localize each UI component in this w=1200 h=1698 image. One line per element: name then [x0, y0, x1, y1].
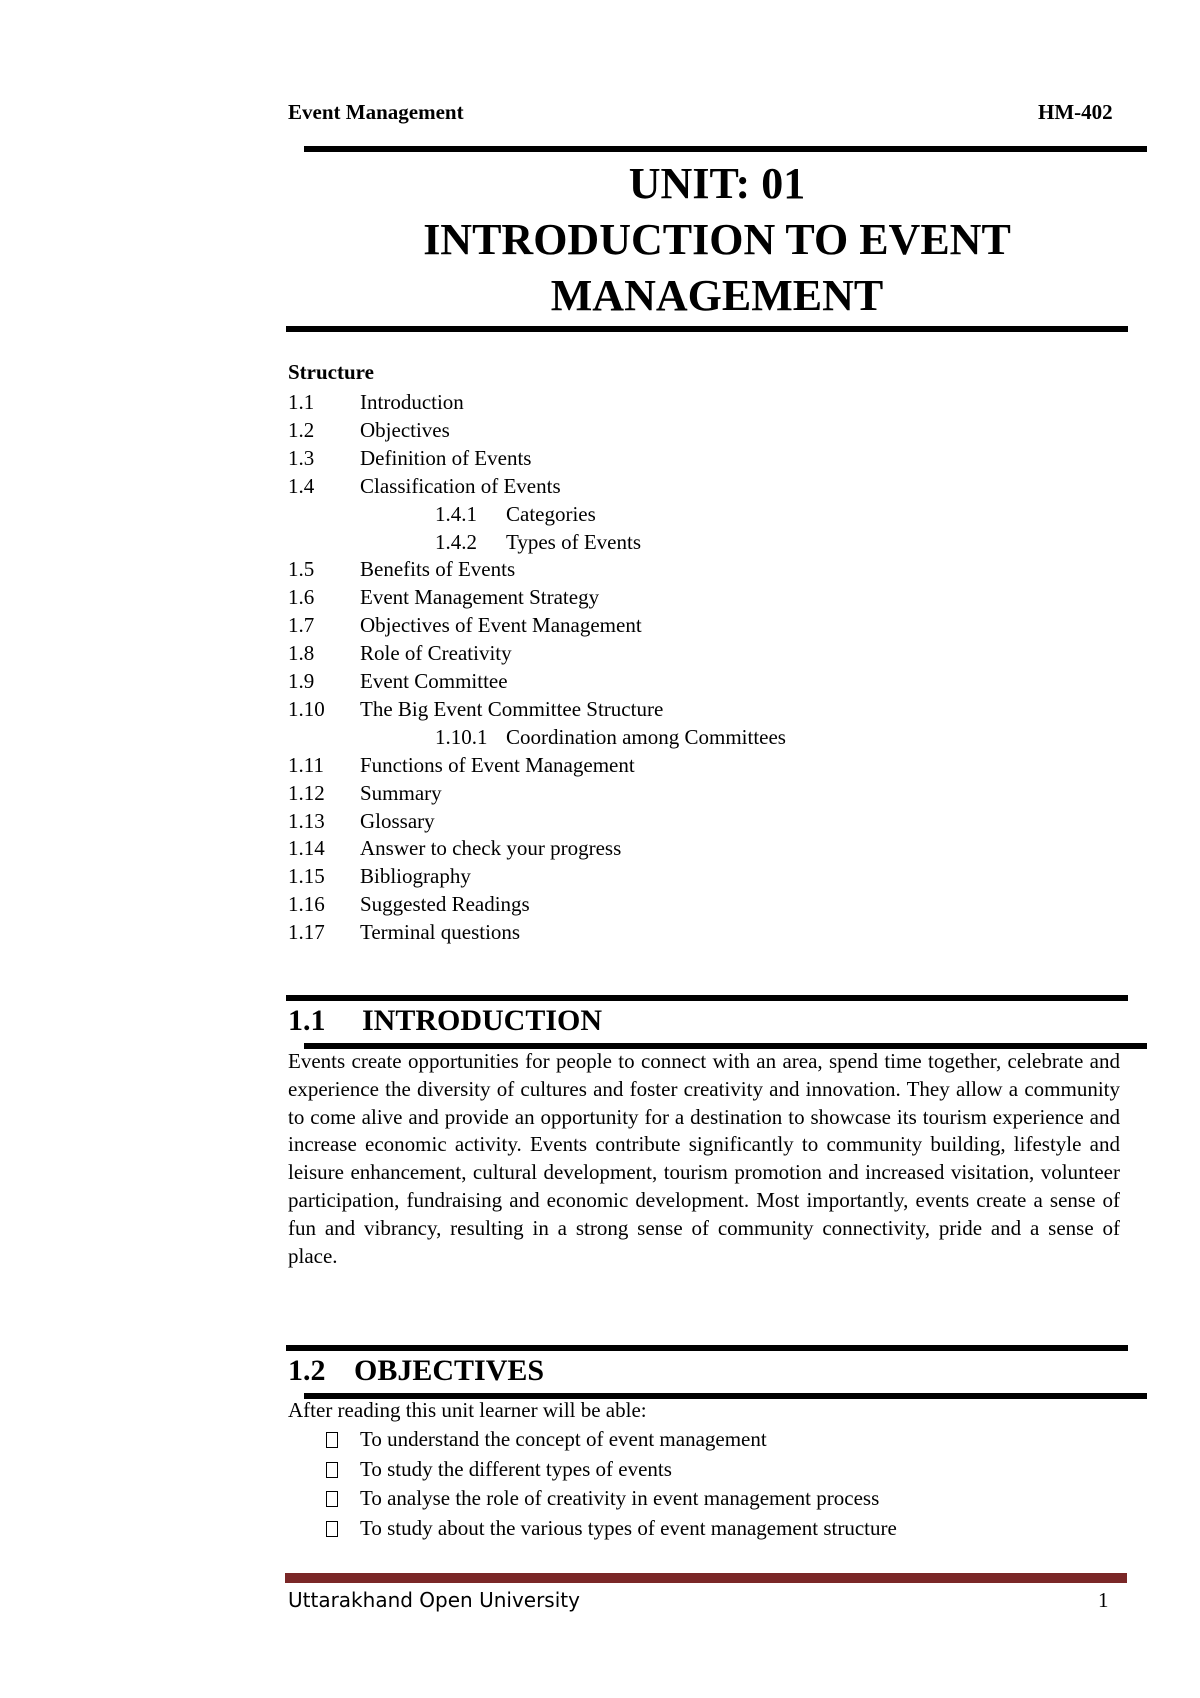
structure-item-label: Coordination among Committees: [506, 724, 786, 749]
section-number: 1.1: [288, 1004, 326, 1037]
structure-item-label: Answer to check your progress: [360, 836, 622, 861]
structure-item-number: 1.10.1: [435, 724, 488, 749]
objective-text: To analyse the role of creativity in event management process: [360, 1486, 880, 1510]
structure-item-label: Suggested Readings: [360, 892, 530, 917]
section-title: OBJECTIVES: [354, 1354, 545, 1387]
structure-item-number: 1.14: [288, 836, 325, 861]
structure-item-label: Summary: [360, 780, 442, 805]
unit-number: UNIT: 01: [628, 159, 806, 208]
structure-item-number: 1.10: [288, 696, 325, 721]
structure-item-label: Bibliography: [360, 864, 471, 889]
bullet-icon: [326, 1491, 338, 1507]
structure-item-label: Introduction: [360, 390, 464, 414]
section-heading-introduction: [288, 1004, 602, 1038]
section-title: INTRODUCTION: [362, 1004, 603, 1037]
structure-item-label: Event Committee: [360, 669, 508, 693]
structure-item-number: 1.16: [288, 892, 325, 917]
structure-item-number: 1.7: [288, 613, 315, 638]
structure-item-label: Objectives of Event Management: [360, 613, 642, 638]
structure-item-number: 1.4.2: [435, 529, 477, 554]
section-rule-top: [286, 995, 1128, 1001]
structure-item-label: Objectives: [360, 417, 450, 442]
structure-item-label: Event Management Strategy: [360, 585, 600, 610]
header-rule: [304, 146, 1147, 152]
structure-item-number: 1.17: [288, 920, 325, 945]
structure-item-number: 1.3: [288, 445, 315, 470]
unit-title-line-1: INTRODUCTION TO EVENT: [423, 215, 1011, 264]
page-number: 1: [1098, 1588, 1109, 1612]
structure-item-number: 1.11: [288, 752, 324, 777]
bullet-icon: [326, 1462, 338, 1478]
structure-item-label: Classification of Events: [360, 473, 561, 498]
structure-item-label: Definition of Events: [360, 445, 532, 470]
structure-item-label: Role of Creativity: [360, 641, 512, 666]
structure-item-number: 1.9: [288, 669, 315, 693]
bullet-icon: [326, 1521, 338, 1537]
structure-item-number: 1.5: [288, 557, 315, 582]
structure-item-number: 1.13: [288, 808, 325, 833]
footer-rule: [285, 1573, 1127, 1583]
objective-text: To study the different types of events: [360, 1456, 672, 1481]
running-header-code: HM-402: [1038, 100, 1113, 124]
bullet-icon: [326, 1432, 338, 1448]
footer-university: Uttarakhand Open University: [288, 1588, 580, 1612]
structure-item-label: The Big Event Committee Structure: [360, 696, 664, 721]
structure-item-number: 1.8: [288, 641, 315, 666]
structure-item-number: 1.2: [288, 417, 315, 442]
objective-text: To study about the various types of event management structure: [360, 1515, 897, 1540]
section-number: 1.2: [288, 1354, 326, 1387]
structure-item-number: 1.15: [288, 864, 325, 889]
structure-item-label: Glossary: [360, 808, 435, 833]
structure-item-label: Types of Events: [506, 529, 642, 554]
title-rule: [286, 326, 1128, 332]
unit-title-line-2: MANAGEMENT: [550, 271, 884, 320]
structure-item-number: 1.4.1: [435, 501, 477, 526]
introduction-paragraph: Events create opportunities for people to connect with an area, spend time together, celebrate and experience the diversity of cultures and foster creativity and innovation. They allow a community to come alive and provide an opportunity for a destination to showcase its tourism experience and increase economic activity. Events contribute significantly to community building, lifestyle and leisure enhancement, cultural development, tourism promotion and increased visitation, volunteer participation, fundraising and economic development. Most importantly, events create a sense of fun and vibrancy, resulting in a strong sense of community connectivity, pride and a sense of place.: [288, 1049, 1120, 1268]
structure-item-label: Benefits of Events: [360, 557, 516, 582]
structure-item-number: 1.1: [288, 390, 315, 414]
section-rule-top: [286, 1345, 1128, 1351]
structure-item-label: Terminal questions: [360, 920, 521, 945]
running-header-title: Event Management: [288, 100, 464, 124]
structure-heading: Structure: [288, 360, 374, 384]
structure-item-number: 1.6: [288, 585, 315, 610]
structure-item-number: 1.12: [288, 780, 325, 805]
section-heading-objectives: [288, 1354, 544, 1388]
objective-text: To understand the concept of event management: [360, 1427, 767, 1451]
unit-title: [286, 156, 1148, 324]
structure-item-label: Functions of Event Management: [360, 752, 635, 777]
objectives-lead: After reading this unit learner will be able:: [288, 1398, 647, 1422]
structure-item-label: Categories: [506, 501, 596, 526]
structure-item-number: 1.4: [288, 473, 315, 498]
